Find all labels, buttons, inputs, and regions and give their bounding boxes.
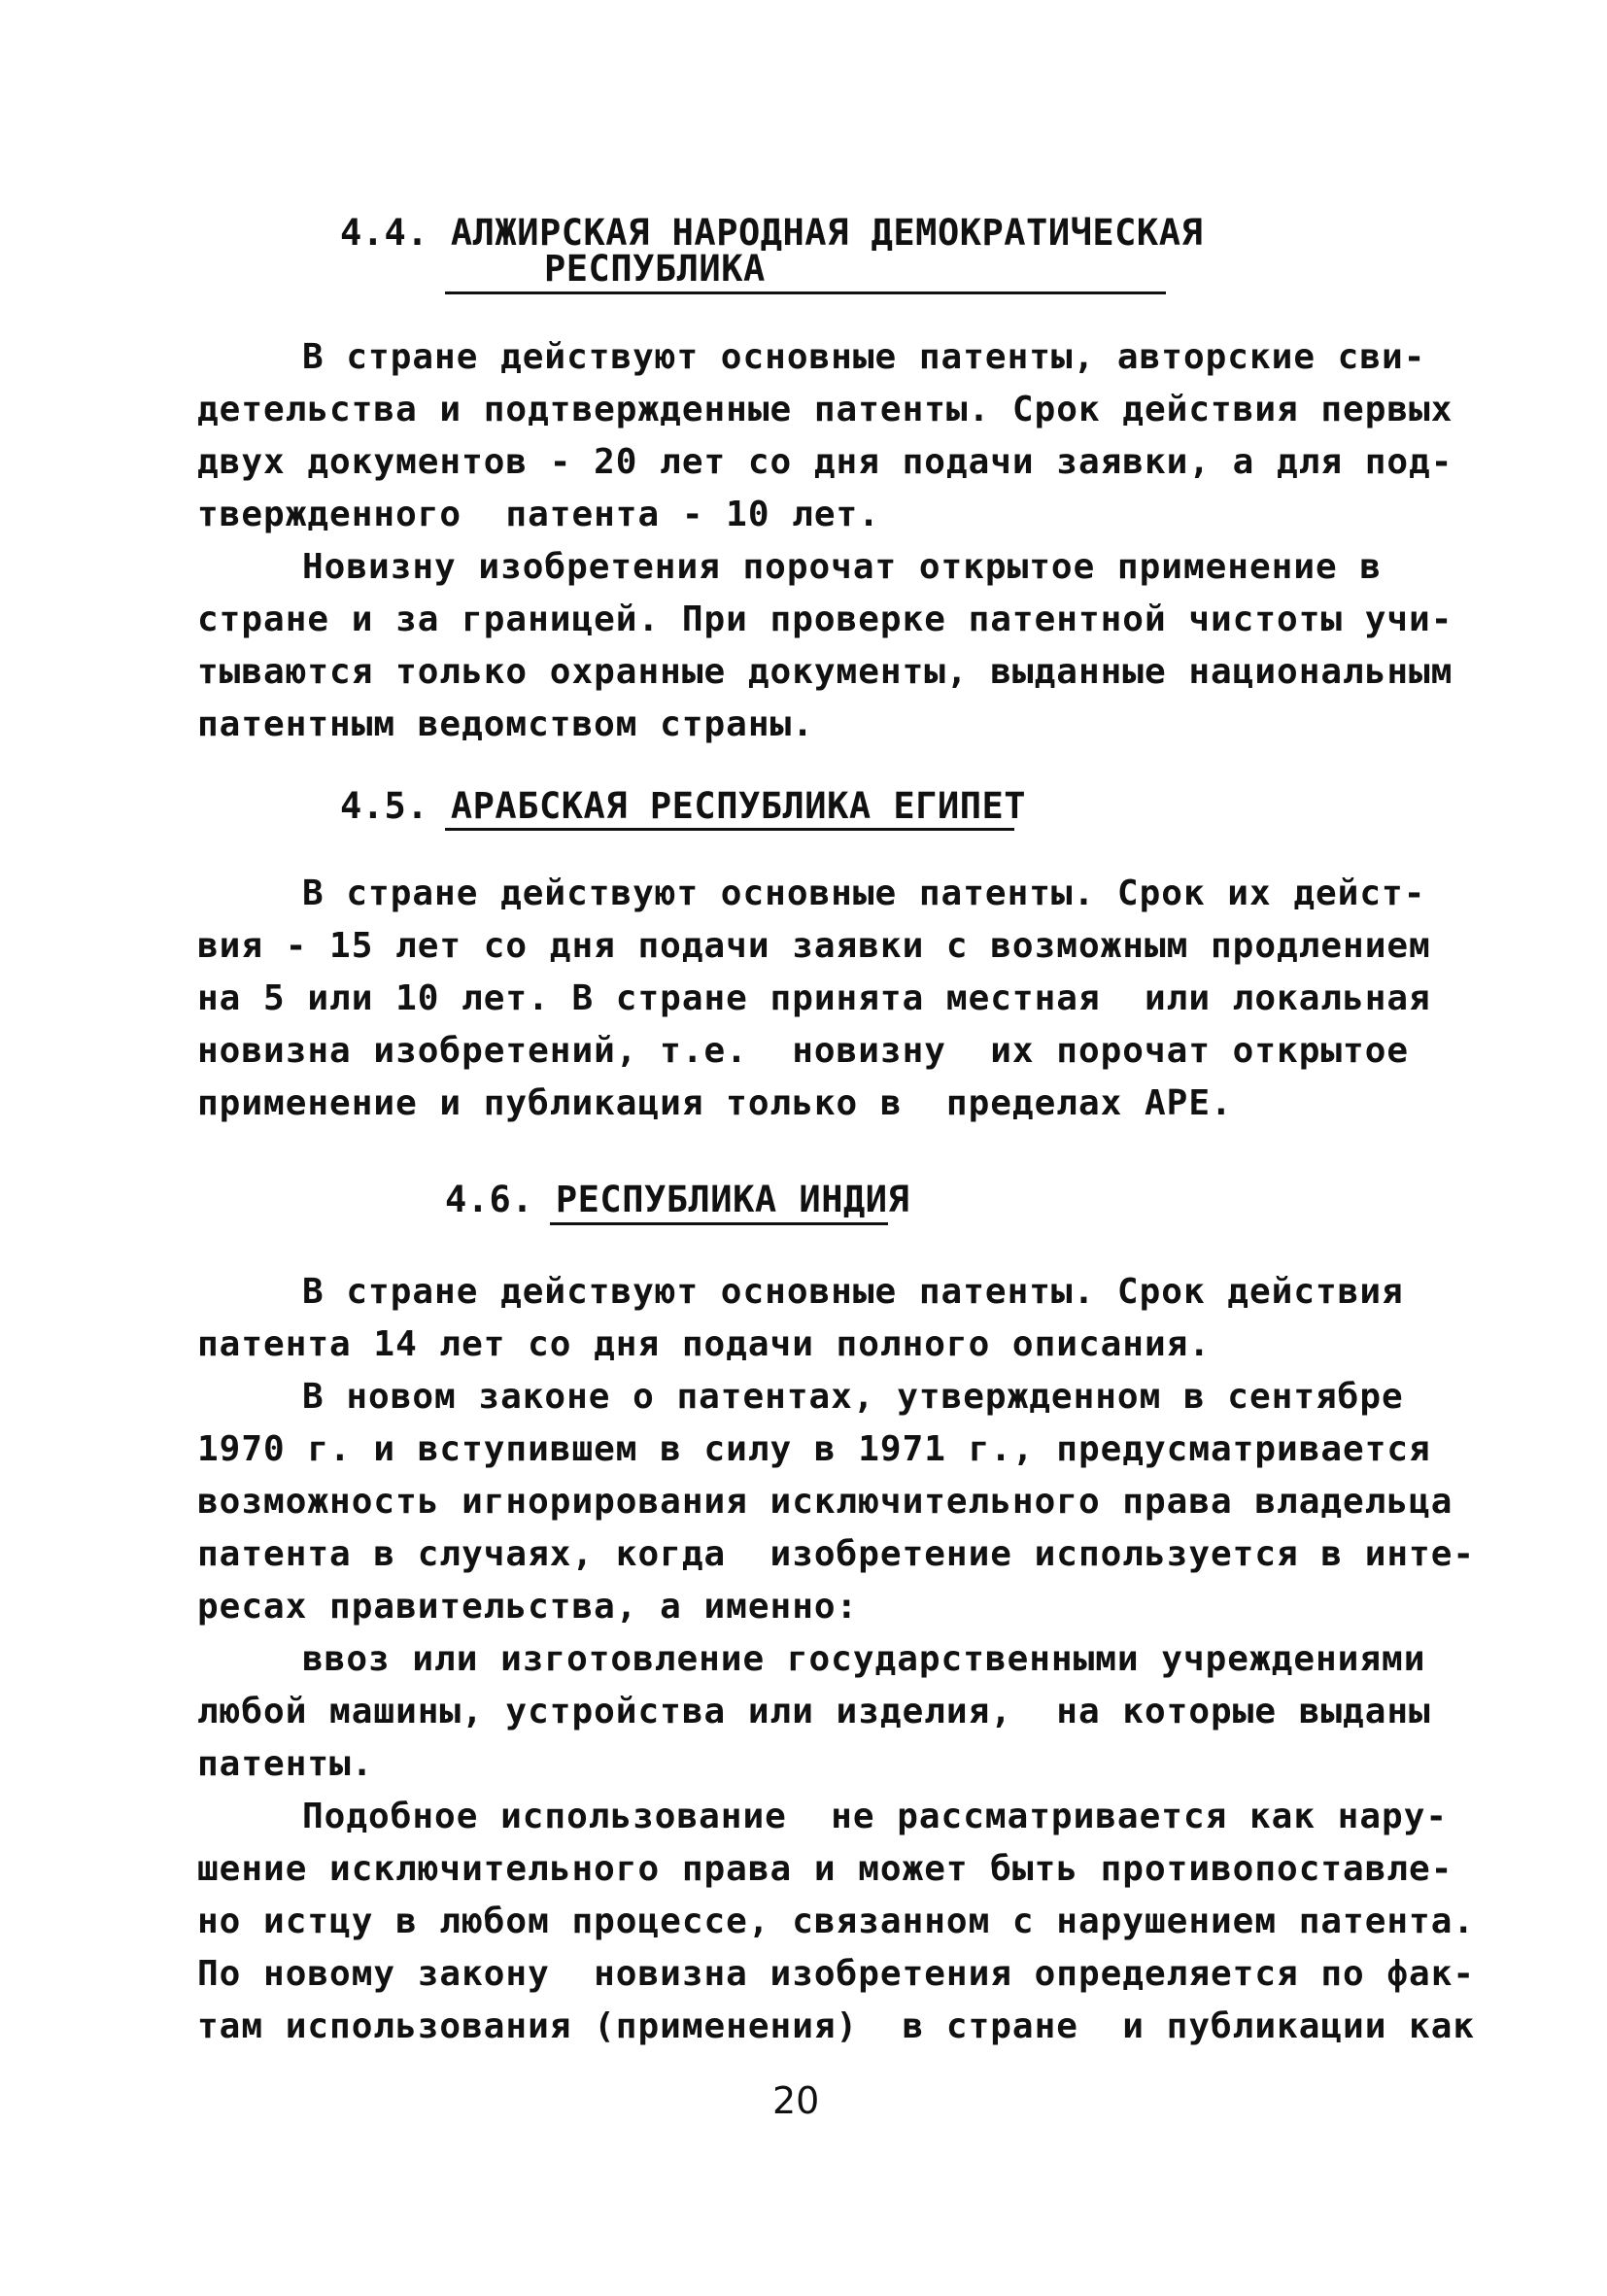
section-4-6-p4-line-3: но истцу в любом процессе, связанном с нарушением патента. <box>197 1902 1476 1941</box>
section-4-4-p2-line-4: патентным ведомством страны. <box>197 704 814 744</box>
section-4-6-p1-line-2: патента 14 лет со дня подачи полного описания. <box>197 1324 1211 1364</box>
section-4-6-p2-line-5: ресах правительства, а именно: <box>197 1587 859 1627</box>
section-4-4-heading-line-2: РЕСПУБЛИКА <box>544 248 766 290</box>
section-4-6-p4-line-2: шение исключительного права и может быть противопоставле- <box>197 1849 1453 1889</box>
section-4-6-p3-line-3: патенты. <box>197 1744 374 1784</box>
section-4-5-p1-line-5: применение и публикация только в пределах АРЕ. <box>197 1083 1233 1123</box>
section-4-4-p2-line-1: Новизну изобретения порочат открытое применение в <box>302 547 1383 587</box>
section-4-6-p4-line-5: там использования (применения) в стране и публикации как <box>197 2006 1476 2046</box>
section-4-6-heading: 4.6. РЕСПУБЛИКА ИНДИЯ <box>445 1179 910 1220</box>
section-4-6-p2-line-3: возможность игнорирования исключительного права владельца <box>197 1482 1453 1522</box>
section-4-5-heading-underline <box>445 828 1014 831</box>
section-4-5-heading: 4.5. АРАБСКАЯ РЕСПУБЛИКА ЕГИПЕТ <box>340 785 1027 827</box>
section-4-6-p2-line-1: В новом законе о патентах, утвержденном в сентябре <box>302 1377 1404 1417</box>
section-4-6-p2-line-2: 1970 г. и вступившем в силу в 1971 г., предусматривается <box>197 1429 1431 1469</box>
section-4-4-p2-line-3: тываются только охранные документы, выданные национальным <box>197 652 1453 692</box>
section-4-4-heading-underline <box>445 291 1166 294</box>
section-4-6-p2-line-4: патента в случаях, когда изобретение используется в инте- <box>197 1534 1476 1574</box>
section-4-4-p1-line-3: двух документов - 20 лет со дня подачи заявки, а для под- <box>197 442 1453 482</box>
section-4-6-p1-line-1: В стране действуют основные патенты. Срок действия <box>302 1272 1404 1312</box>
section-4-4-p1-line-2: детельства и подтвержденные патенты. Срок действия первых <box>197 390 1453 429</box>
section-4-6-p3-line-1: ввоз или изготовление государственными учреждениями <box>302 1639 1426 1679</box>
section-4-4-p1-line-4: твержденного патента - 10 лет. <box>197 495 880 534</box>
section-4-5-p1-line-4: новизна изобретений, т.е. новизну их порочат открытое <box>197 1031 1410 1071</box>
section-4-5-p1-line-1: В стране действуют основные патенты. Срок их дейст- <box>302 874 1426 913</box>
section-4-5-p1-line-2: вия - 15 лет со дня подачи заявки с возможным продлением <box>197 926 1431 966</box>
section-4-5-p1-line-3: на 5 или 10 лет. В стране принята местная или локальная <box>197 978 1431 1018</box>
page-number: 20 <box>772 2079 820 2122</box>
section-4-6-p4-line-4: По новому закону новизна изобретения определяется по фак- <box>197 1954 1476 1994</box>
section-4-4-p1-line-1: В стране действуют основные патенты, авторские сви- <box>302 337 1426 377</box>
section-4-6-heading-underline <box>550 1222 888 1225</box>
section-4-6-p4-line-1: Подобное использование не рассматривается как нару- <box>302 1797 1449 1836</box>
section-4-4-p2-line-2: стране и за границей. При проверке патентной чистоты учи- <box>197 600 1453 639</box>
section-4-4-heading-line-1: 4.4. АЛЖИРСКАЯ НАРОДНАЯ ДЕМОКРАТИЧЕСКАЯ <box>340 212 1204 254</box>
section-4-6-p3-line-2: любой машины, устройства или изделия, на которые выданы <box>197 1692 1431 1731</box>
